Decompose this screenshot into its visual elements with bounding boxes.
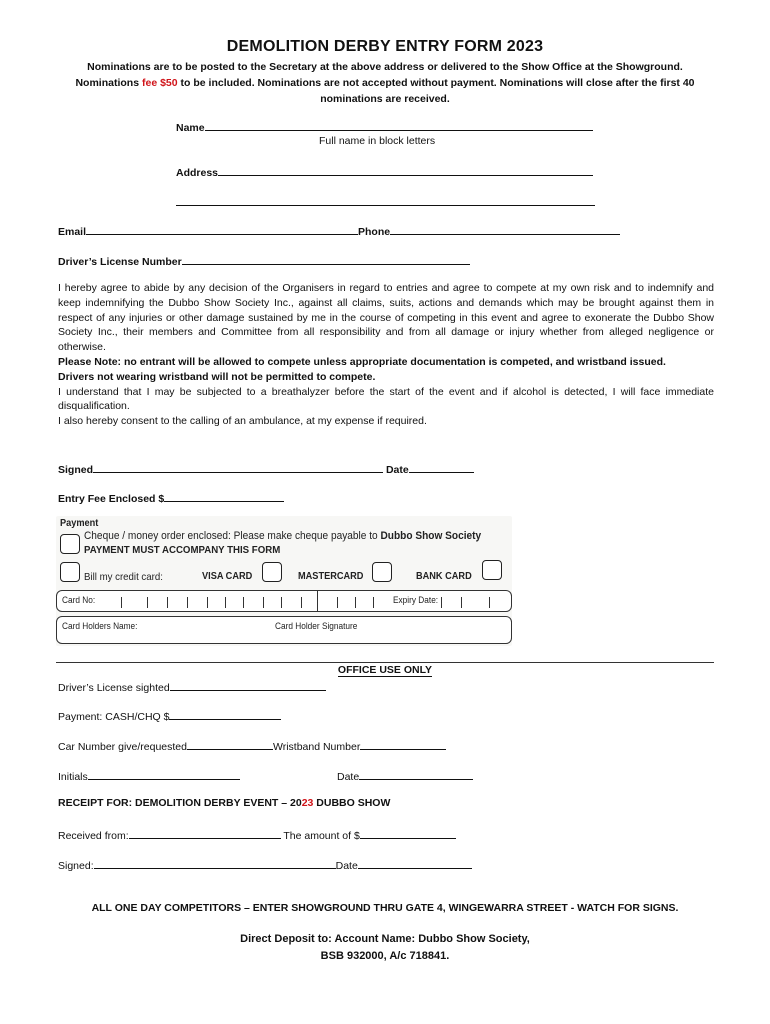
- card-holder-name-label: Card Holders Name:: [62, 621, 138, 631]
- bill-card-label: Bill my credit card:: [84, 571, 163, 583]
- signed-label: Signed: [58, 464, 94, 476]
- receipt-signed-row: [58, 857, 472, 872]
- license-sighted-field[interactable]: [170, 679, 326, 691]
- name-hint: Full name in block letters: [319, 135, 436, 147]
- payment-panel: [56, 516, 512, 646]
- expiry-divider: [441, 597, 442, 608]
- office-payment-field[interactable]: [169, 708, 281, 720]
- license-field[interactable]: [182, 253, 470, 265]
- license-label: Driver’s License Number: [58, 256, 182, 268]
- car-number-field[interactable]: [187, 738, 273, 750]
- deposit-line-2: BSB 932000, A/c 718841.: [320, 950, 450, 962]
- name-field[interactable]: [205, 119, 593, 131]
- phone-label: Phone: [358, 226, 391, 238]
- wristband-field[interactable]: [360, 738, 446, 750]
- bill-card-checkbox[interactable]: [60, 562, 80, 582]
- date-label: Date: [385, 464, 409, 476]
- card-digit-divider: [263, 597, 264, 608]
- receipt-date-field[interactable]: [358, 857, 472, 869]
- card-digit-divider: [121, 597, 122, 608]
- direct-deposit: [0, 931, 770, 965]
- receipt-signed-label: Signed:: [58, 860, 94, 872]
- mastercard-label: MASTERCARD: [298, 571, 364, 582]
- bankcard-label: BANK CARD: [416, 571, 472, 582]
- card-digit-divider: [225, 597, 226, 608]
- cheque-checkbox[interactable]: [60, 534, 80, 554]
- address-line-2[interactable]: [176, 205, 595, 206]
- agreement-section: [58, 281, 714, 429]
- office-payment-label: Payment: CASH/CHQ $: [58, 711, 170, 723]
- card-digit-divider: [337, 597, 338, 608]
- card-digit-divider: [187, 597, 188, 608]
- entry-fee-row: [58, 490, 284, 505]
- initials-label: Initials: [58, 771, 88, 783]
- cheque-payee: Dubbo Show Society: [380, 530, 482, 542]
- page-title: DEMOLITION DERBY ENTRY FORM 2023: [226, 38, 544, 55]
- note-wristband: Drivers not wearing wristband will not be permitted to compete.: [58, 370, 376, 383]
- office-date-row: [337, 768, 473, 783]
- name-row: [176, 119, 593, 134]
- office-date-field[interactable]: [359, 768, 473, 780]
- entry-fee-label: Entry Fee Enclosed $: [58, 493, 165, 505]
- received-from-label: Received from:: [58, 830, 129, 842]
- agreement-text: I hereby agree to abide by any decision of the Organisers in regard to entries and agree to compete at my own risk and to indemnify and keep indemnifying the Dubbo Show Society Inc., against all claims, suits, actions and demands which may be brought against them in respect of any injuries or other damage sustained by me in the course of competing in this event and agree to exonerate the Dubbo Show Society Inc., their members and Committee from all responsibility and from all damage or injury whether from alleged negligence or otherwise.: [58, 282, 714, 354]
- receipt-signed-field[interactable]: [94, 857, 336, 869]
- license-sighted-row: [58, 679, 326, 694]
- phone-field[interactable]: [390, 223, 620, 235]
- gate-notice: ALL ONE DAY COMPETITORS – ENTER SHOWGROUND THRU GATE 4, WINGEWARRA STREET - WATCH FOR SIGNS.: [91, 902, 679, 914]
- card-digit-divider: [207, 597, 208, 608]
- card-number-box[interactable]: [56, 590, 512, 612]
- office-heading-text: OFFICE USE ONLY: [337, 664, 433, 676]
- receipt-date-label: Date: [335, 860, 358, 872]
- card-no-label: Card No:: [62, 595, 96, 605]
- cheque-text: [84, 530, 481, 542]
- card-digit-divider: [243, 597, 244, 608]
- card-holder-signature-label: Card Holder Signature: [275, 621, 358, 631]
- receipt-heading: [58, 797, 390, 809]
- expiry-divider: [461, 597, 462, 608]
- expiry-label: Expiry Date:: [393, 595, 439, 605]
- expiry-divider: [489, 597, 490, 608]
- card-digit-divider: [355, 597, 356, 608]
- initials-row: [58, 768, 240, 783]
- note-documentation: Please Note: no entrant will be allowed to compete unless appropriate documentation is competed, and wristband issued.: [58, 355, 666, 368]
- card-digit-divider: [301, 597, 302, 608]
- mastercard-checkbox[interactable]: [372, 562, 392, 582]
- card-digit-divider: [167, 597, 168, 608]
- breathalyzer-text: I understand that I may be subjected to a breathalyzer before the start of the event and if alcohol is detected, I will face immediate disqualification.: [58, 385, 714, 413]
- card-digit-divider: [317, 591, 318, 611]
- ambulance-text: I also hereby consent to the calling of an ambulance, at my expense if required.: [58, 415, 427, 428]
- signed-row: [58, 461, 474, 476]
- car-number-row: [58, 738, 446, 753]
- receipt-year: 23: [301, 797, 314, 809]
- email-phone-row: [58, 223, 620, 238]
- receipt-pre: RECEIPT FOR: DEMOLITION DERBY EVENT – 20: [58, 797, 302, 809]
- intro-part2: to be included. Nominations are not accepted without payment. Nominations will close after the first 40 nominations are received.: [177, 77, 695, 105]
- car-number-label: Car Number give/requested: [58, 741, 187, 753]
- cheque-label: Cheque / money order enclosed: Please make cheque payable to: [84, 530, 378, 542]
- receipt-post: DUBBO SHOW: [313, 797, 391, 809]
- amount-label: The amount of $: [283, 830, 360, 842]
- address-field[interactable]: [218, 164, 593, 176]
- intro-fee: fee $50: [141, 77, 178, 89]
- name-label: Name: [176, 122, 205, 134]
- office-heading: [0, 664, 770, 676]
- address-row: [176, 164, 593, 179]
- bankcard-checkbox[interactable]: [482, 560, 502, 580]
- email-field[interactable]: [86, 223, 358, 235]
- received-from-field[interactable]: [129, 827, 281, 839]
- card-digit-divider: [373, 597, 374, 608]
- email-label: Email: [58, 226, 87, 238]
- signed-field[interactable]: [93, 461, 383, 473]
- card-digit-divider: [281, 597, 282, 608]
- received-from-row: [58, 827, 456, 842]
- address-label: Address: [176, 167, 219, 179]
- license-sighted-label: Driver’s License sighted: [58, 682, 170, 694]
- intro-text: [55, 59, 715, 107]
- wristband-label: Wristband Number: [272, 741, 361, 753]
- intro-part1: Nominations are to be posted to the Secretary at the above address or delivered to the Show Office at the Showground. Nominations: [75, 61, 683, 89]
- date-field[interactable]: [409, 461, 474, 473]
- office-date-label: Date: [337, 771, 360, 783]
- visa-label: VISA CARD: [202, 571, 253, 582]
- entry-fee-field[interactable]: [164, 490, 284, 502]
- license-row: [58, 253, 470, 268]
- payment-heading: Payment: [60, 518, 99, 529]
- amount-field[interactable]: [360, 827, 456, 839]
- deposit-line-1: Direct Deposit to: Account Name: Dubbo Show Society,: [240, 933, 530, 945]
- initials-field[interactable]: [88, 768, 240, 780]
- office-divider: [56, 662, 714, 663]
- card-digit-divider: [147, 597, 148, 608]
- visa-checkbox[interactable]: [262, 562, 282, 582]
- payment-must: PAYMENT MUST ACCOMPANY THIS FORM: [84, 544, 281, 556]
- card-holder-box[interactable]: [56, 616, 512, 644]
- office-payment-row: [58, 708, 281, 723]
